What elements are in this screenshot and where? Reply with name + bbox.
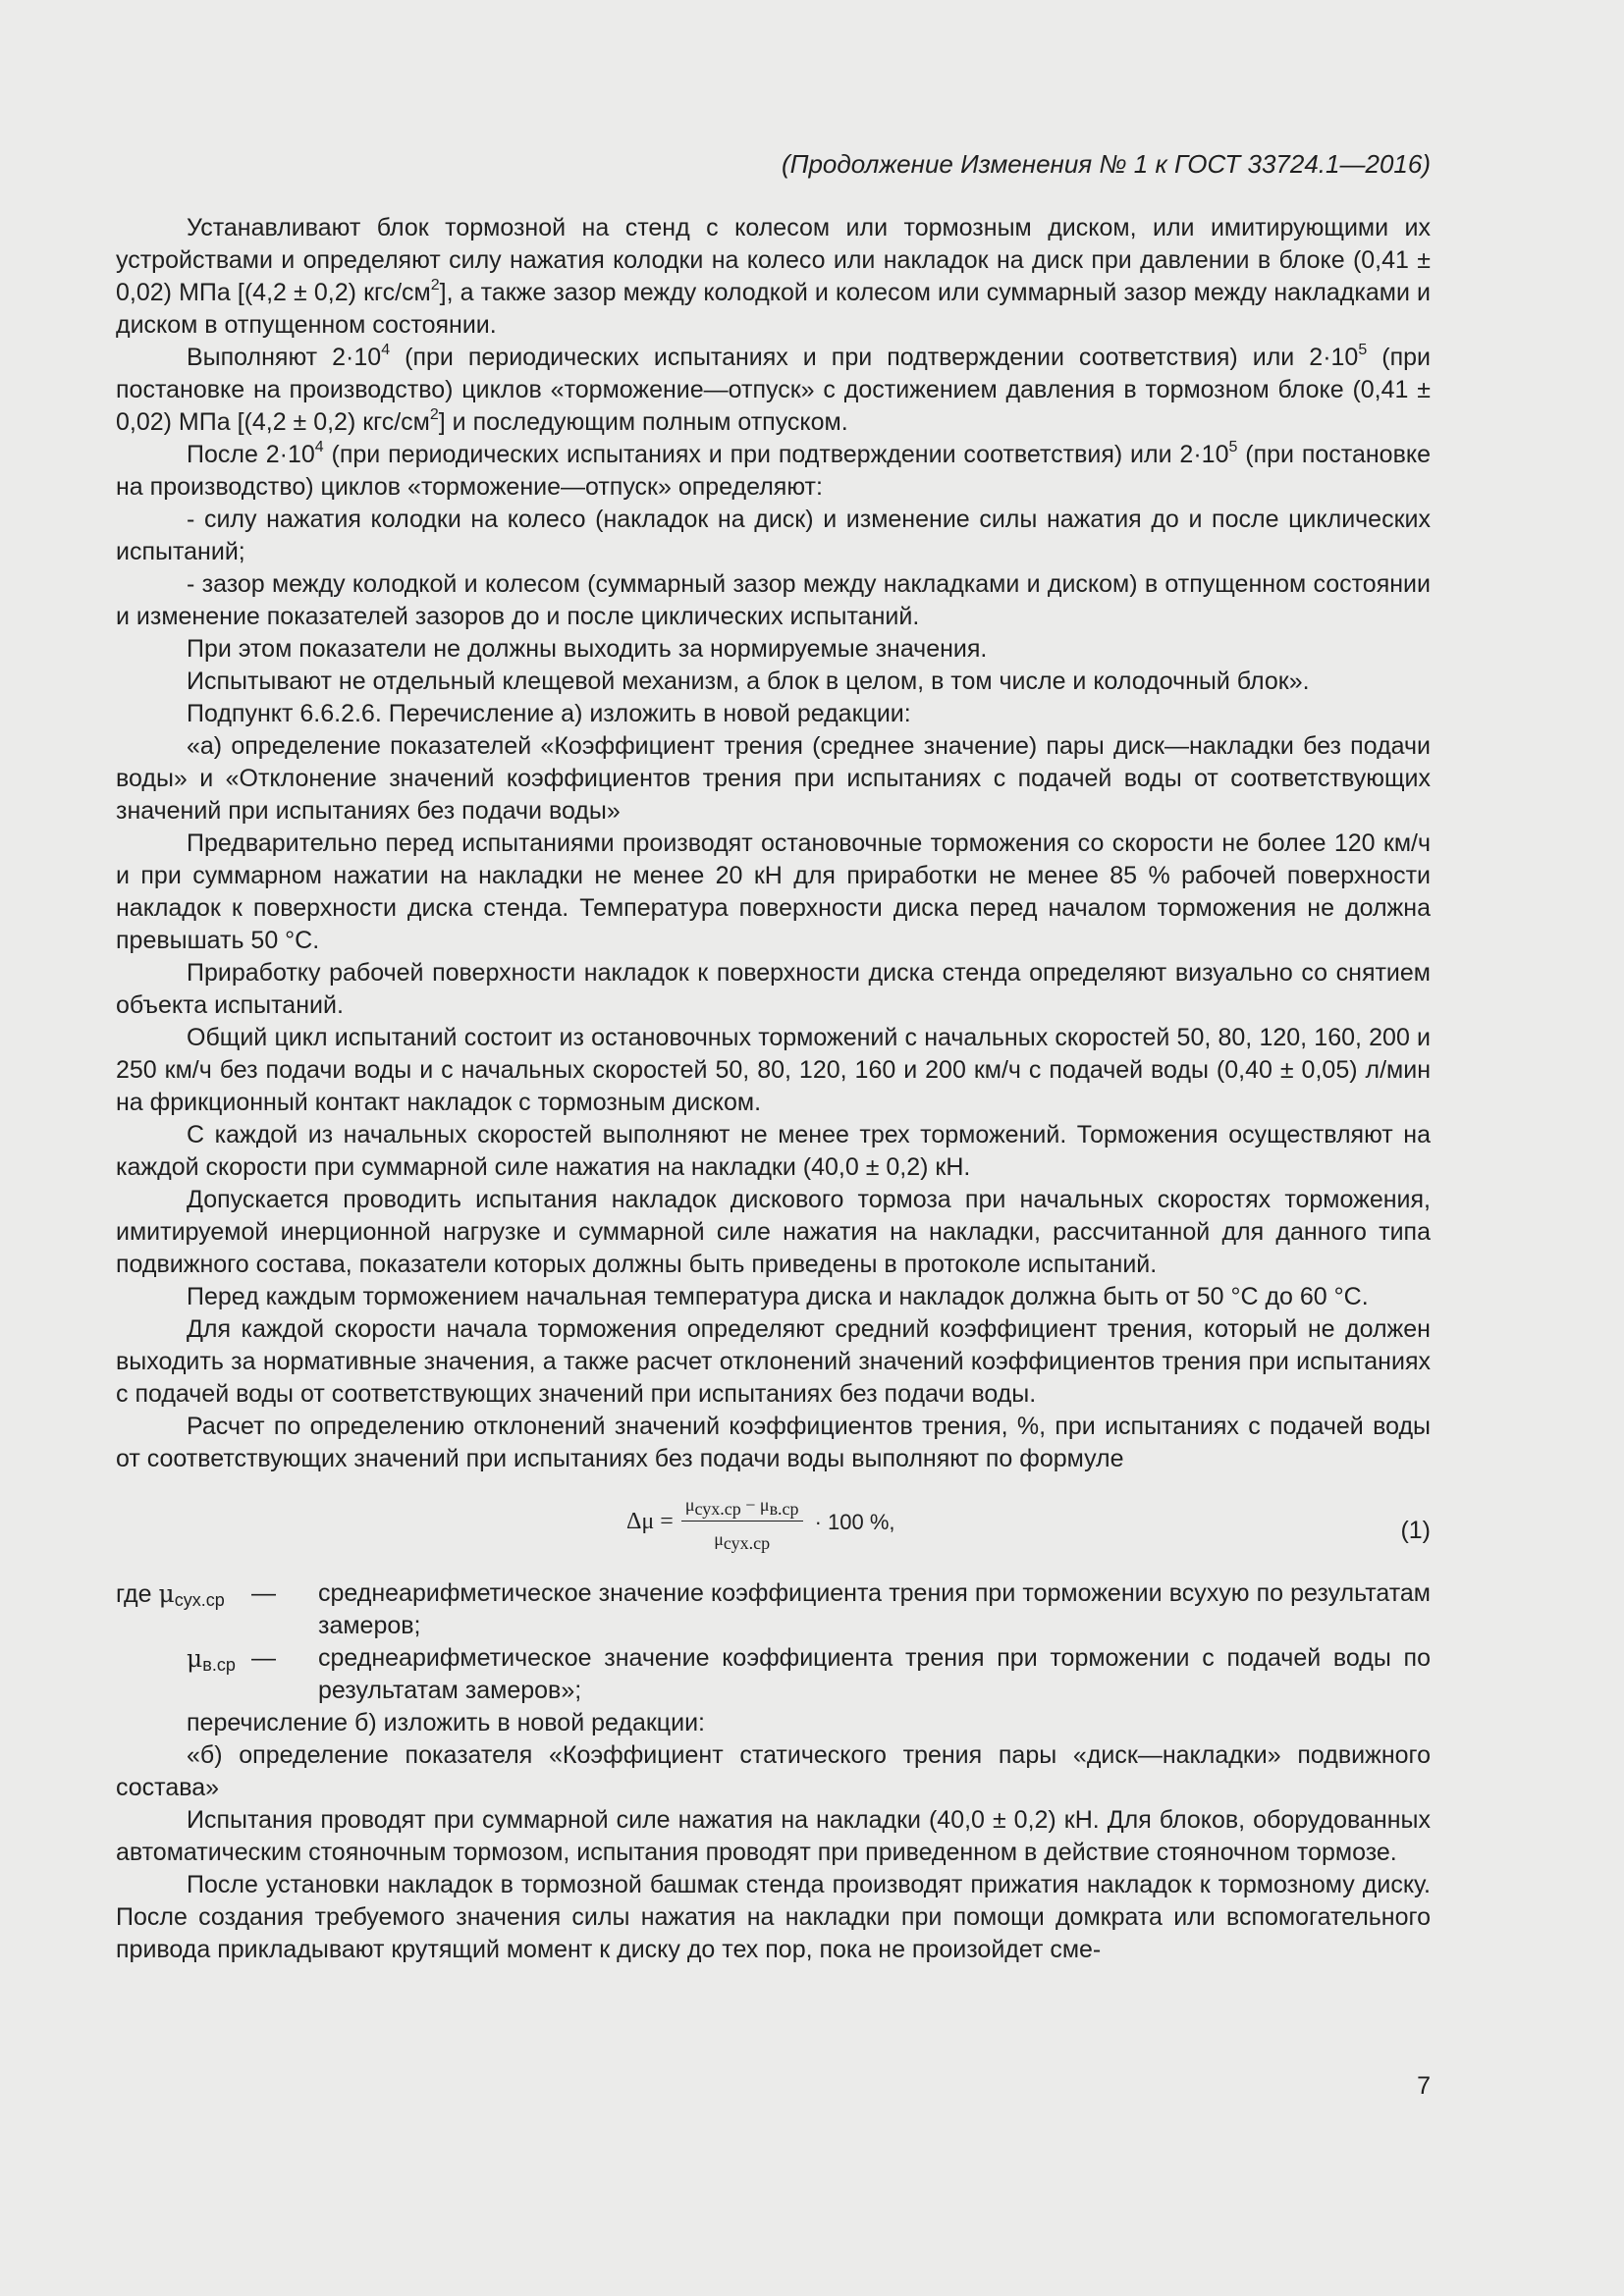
paragraph: Допускается проводить испытания накладок дискового тормоза при начальных скоростях торможения, имитируемой инерционной нагрузке и суммарной силе нажатия на накладки, рассчитанной для данного типа подвижного состава, показатели которых должны быть приведены в протоколе испытаний. [116, 1186, 1431, 1278]
paragraph: Подпункт 6.6.2.6. Перечисление а) изложить в новой редакции: [187, 700, 911, 727]
paragraph: «а) определение показателей «Коэффициент трения (среднее значение) пары диск—накладки без подачи воды» и «Отклонение значений коэффициентов трения при испытаниях с подачей воды от соответствующих значений при испытаниях без подачи воды» [116, 732, 1431, 825]
formula-lhs: Δμ = [626, 1509, 674, 1534]
paragraph: После установки накладок в тормозной башмак стенда производят прижатия накладок к тормозному диску. После создания требуемого значения силы нажатия на накладки при помощи домкрата или вспомогательного привода прикладывают крутящий момент к диску до тех пор, пока не произойдет сме- [116, 1871, 1431, 1963]
paragraph: Испытания проводят при суммарной силе нажатия на накладки (40,0 ± 0,2) кН. Для блоков, оборудованных автоматическим стояночным тормозом, испытания проводят при приведенном в действие стояночном тормозе. [116, 1806, 1431, 1866]
paragraph: перечисление б) изложить в новой редакции: [187, 1709, 705, 1736]
where-list [116, 1577, 1431, 1707]
paragraph: Для каждой скорости начала торможения определяют средний коэффициент трения, который не должен выходить за нормативные значения, а также расчет отклонений значений коэффициентов трения при испытаниях с подачей воды от соответствующих значений при испытаниях без подачи воды. [116, 1315, 1431, 1408]
paragraph: Выполняют $2\cdot 10^4$ (при периодических испытаниях и при подтверждении соответствия) или $2\cdot 10^5$ (при постановке на производство) циклов «торможение—отпуск» с достижением давления в тормозном блоке (0,41 ± 0,02) МПа [(4,2 ± 0,2) кгс/$см^2$] и последующим полным отпуском. [116, 341, 1431, 436]
formula-tail: · 100 %, [814, 1510, 895, 1534]
formula-block [116, 1487, 1431, 1564]
paragraph: Общий цикл испытаний состоит из остановочных торможений с начальных скоростей 50, 80, 120, 160, 200 и 250 км/ч без подачи воды и с начальных скоростей 50, 80, 120, 160 и 200 км/ч с подачей воды (0,40 ± 0,05) л/мин на фрикционный контакт накладок с тормозным диском. [116, 1024, 1431, 1116]
paragraph: Приработку рабочей поверхности накладок к поверхности диска стенда определяют визуально со снятием объекта испытаний. [116, 959, 1431, 1019]
formula-denominator: $\mu_{сух.ср}$ [714, 1529, 771, 1553]
formula-fraction [681, 1493, 803, 1551]
paragraph: При этом показатели не должны выходить за нормируемые значения. [187, 635, 988, 663]
paragraph: С каждой из начальных скоростей выполняют не менее трех торможений. Торможения осуществляют на каждой скорости при суммарной силе нажатия на накладки (40,0 ± 0,2) кН. [116, 1121, 1431, 1181]
page-number: 7 [1417, 2072, 1431, 2100]
paragraph: Испытывают не отдельный клещевой механизм, а блок в целом, в том числе и колодочный блок». [187, 667, 1310, 695]
where-term: где $\mu_{сух.ср}$ [116, 1579, 225, 1610]
paragraph: Предварительно перед испытаниями производят остановочные торможения со скорости не более 120 км/ч и при суммарном нажатии на накладки не менее 20 кН для приработки не менее 85 % рабочей поверхности накладок к поверхности диска стенда. Температура поверхности диска перед началом торможения не должна превышать 50 °С. [116, 829, 1431, 954]
paragraph: Расчет по определению отклонений значений коэффициентов трения, %, при испытаниях с подачей воды от соответствующих значений при испытаниях без подачи воды выполняют по формуле [116, 1413, 1431, 1472]
formula-numerator: $\mu_{сух.ср} - \mu_{в.ср}$ [681, 1493, 803, 1522]
paragraph: После $2\cdot 10^4$ (при периодических испытаниях и при подтверждении соответствия) или $2\cdot 10^5$ (при постановке на производство) циклов «торможение—отпуск» определяют: [116, 438, 1431, 501]
where-definition: — среднеарифметическое значение коэффициента трения при торможении всухую по результатам замеров; [251, 1579, 1431, 1639]
formula [626, 1493, 895, 1551]
document-body [116, 212, 1431, 1966]
paragraph: «б) определение показателя «Коэффициент статического трения пары «диск—накладки» подвижного состава» [116, 1741, 1431, 1801]
list-item: - силу нажатия колодки на колесо (накладок на диск) и изменение силы нажатия до и после циклических испытаний; [116, 506, 1431, 565]
where-definition: — среднеарифметическое значение коэффициента трения при торможении с подачей воды по результатам замеров»; [251, 1644, 1431, 1704]
continuation-header: (Продолжение Изменения № 1 к ГОСТ 33724.1—2016) [781, 149, 1431, 179]
equation-number: (1) [1400, 1517, 1431, 1544]
paragraph: Устанавливают блок тормозной на стенд с колесом или тормозным диском, или имитирующими их устройствами и определяют силу нажатия колодки на колесо или накладок на диск при давлении в блоке (0,41 ± 0,02) МПа [(4,2 ± 0,2) кгс/$см^2$], а также зазор между колодкой и колесом или суммарный зазор между накладками и диском в отпущенном состоянии. [116, 214, 1432, 339]
where-term: $\mu_{в.ср}$ [187, 1644, 236, 1675]
list-item: - зазор между колодкой и колесом (суммарный зазор между накладками и диском) в отпущенном состоянии и изменение показателей зазоров до и после циклических испытаний. [116, 570, 1431, 630]
paragraph: Перед каждым торможением начальная температура диска и накладок должна быть от 50 °С до 60 °С. [187, 1283, 1369, 1310]
